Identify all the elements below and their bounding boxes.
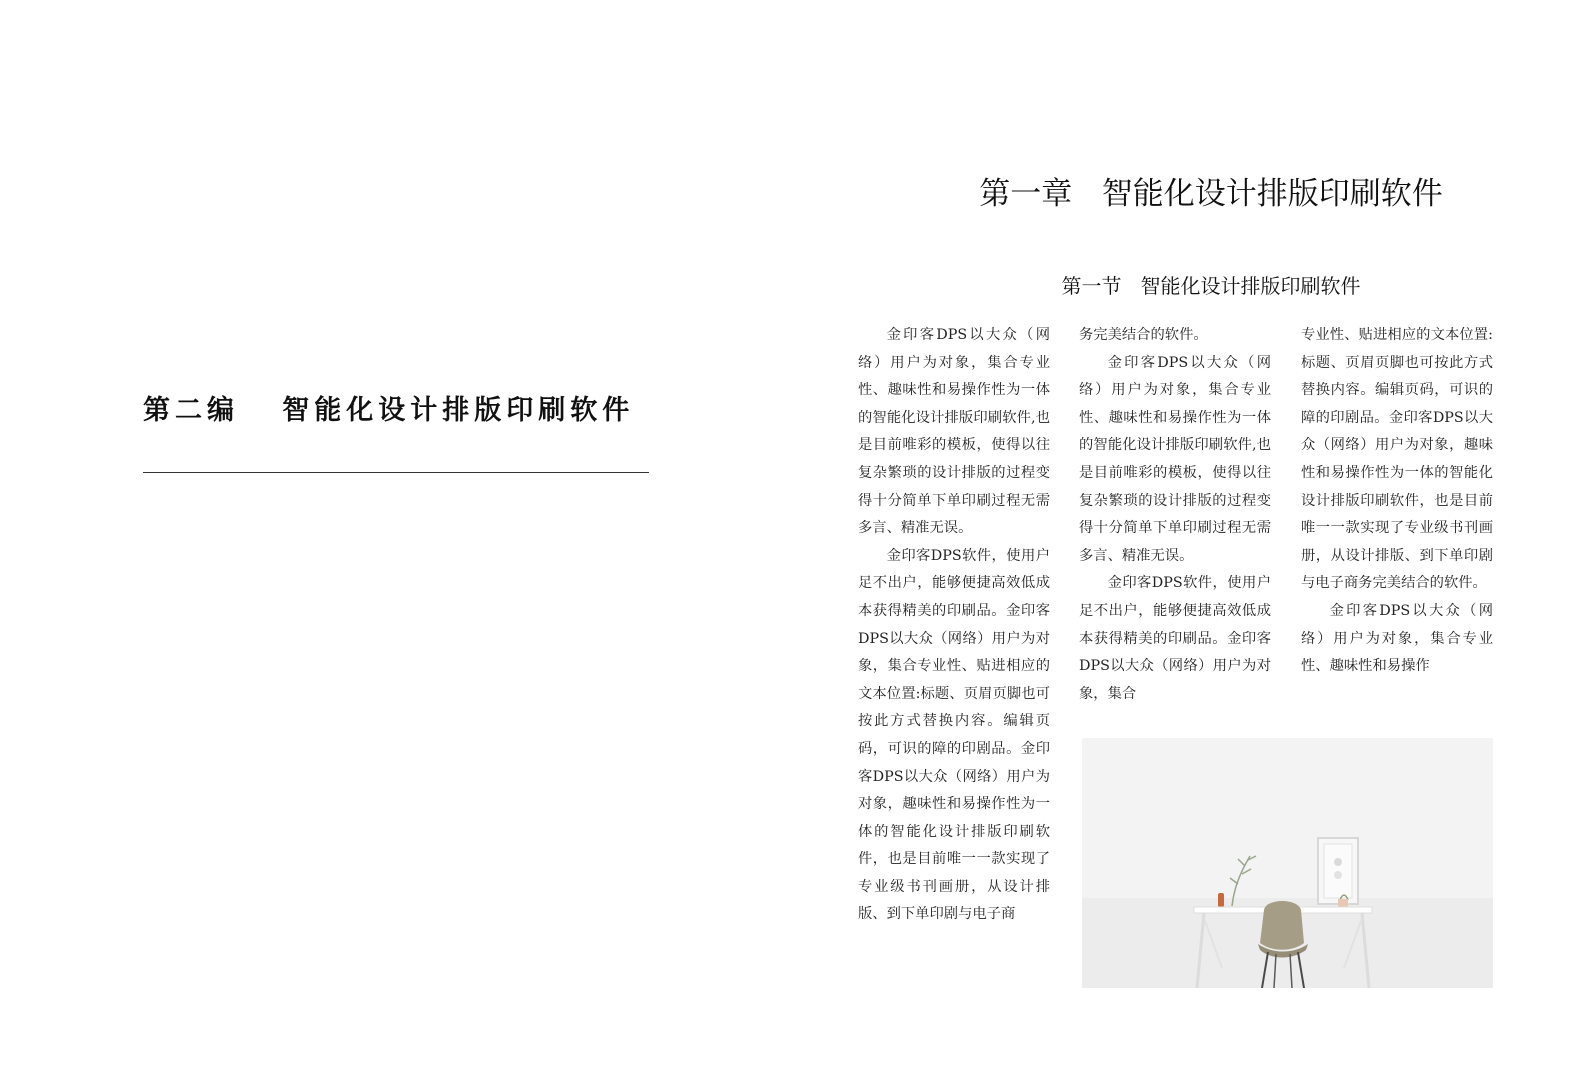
text-column-3 xyxy=(1301,322,1493,734)
desk-chair-illustration xyxy=(1082,738,1493,988)
right-page xyxy=(794,0,1588,1077)
text-column-2 xyxy=(1079,322,1271,734)
section-title: 第一节 智能化设计排版印刷软件 xyxy=(1061,274,1361,298)
paragraph: 专业性、贴进相应的文本位置:标题、页眉页脚也可按此方式替换内容。编辑页码，可识的障的印剧品。金印客DPS以大众（网络）用户为对象，趣味性和易操作性为一体的智能化设计排版印刷软件，也是目前唯一一款实现了专业级书刊画册，从设计排版、到下单印剧与电子商务完美结合的软件。 xyxy=(1301,327,1493,592)
picture-frame xyxy=(1318,838,1358,904)
part-title-rule xyxy=(143,472,649,473)
part-title: 第二编 智能化设计排版印刷软件 xyxy=(143,395,635,426)
paragraph: 金印客DPS软件，使用户足不出户，能够便捷高效低成本获得精美的印刷品。金印客DPS以大众（网络）用户为对象，集合 xyxy=(1079,575,1271,702)
paragraph: 金印客DPS以大众（网络）用户为对象，集合专业性、趣味性和易操作性为一体的智能化设计排版印刷软件,也是目前唯彩的模板，使得以往复杂繁琐的设计排版的过程变得十分简单下单印刷过程无需多言、精准无误。 xyxy=(858,327,1050,537)
interior-photo xyxy=(1082,738,1493,988)
vase xyxy=(1218,893,1224,907)
text-column-1 xyxy=(858,322,1050,929)
chapter-title: 第一章 智能化设计排版印刷软件 xyxy=(979,176,1443,212)
paragraph: 金印客DPS软件，使用户足不出户，能够便捷高效低成本获得精美的印刷品。金印客DPS以大众（网络）用户为对象，集合专业性、贴进相应的文本位置:标题、页眉页脚也可按此方式替换内容。编辑页码，可识的障的印剧品。金印客DPS以大众（网络）用户为对象，趣味性和易操作性为一体的智能化设计排版印刷软件，也是目前唯一一款实现了专业级书刊画册，从设计排版、到下单印剧与电子商 xyxy=(858,547,1050,923)
paragraph: 务完美结合的软件。 xyxy=(1079,327,1208,343)
paragraph: 金印客DPS以大众（网络）用户为对象，集合专业性、趣味性和易操作性为一体的智能化设计排版印刷软件,也是目前唯彩的模板，使得以往复杂繁琐的设计排版的过程变得十分简单下单印刷过程无需多言、精准无误。 xyxy=(1079,354,1271,564)
paragraph: 金印客DPS以大众（网络）用户为对象，集合专业性、趣味性和易操作 xyxy=(1301,602,1493,675)
